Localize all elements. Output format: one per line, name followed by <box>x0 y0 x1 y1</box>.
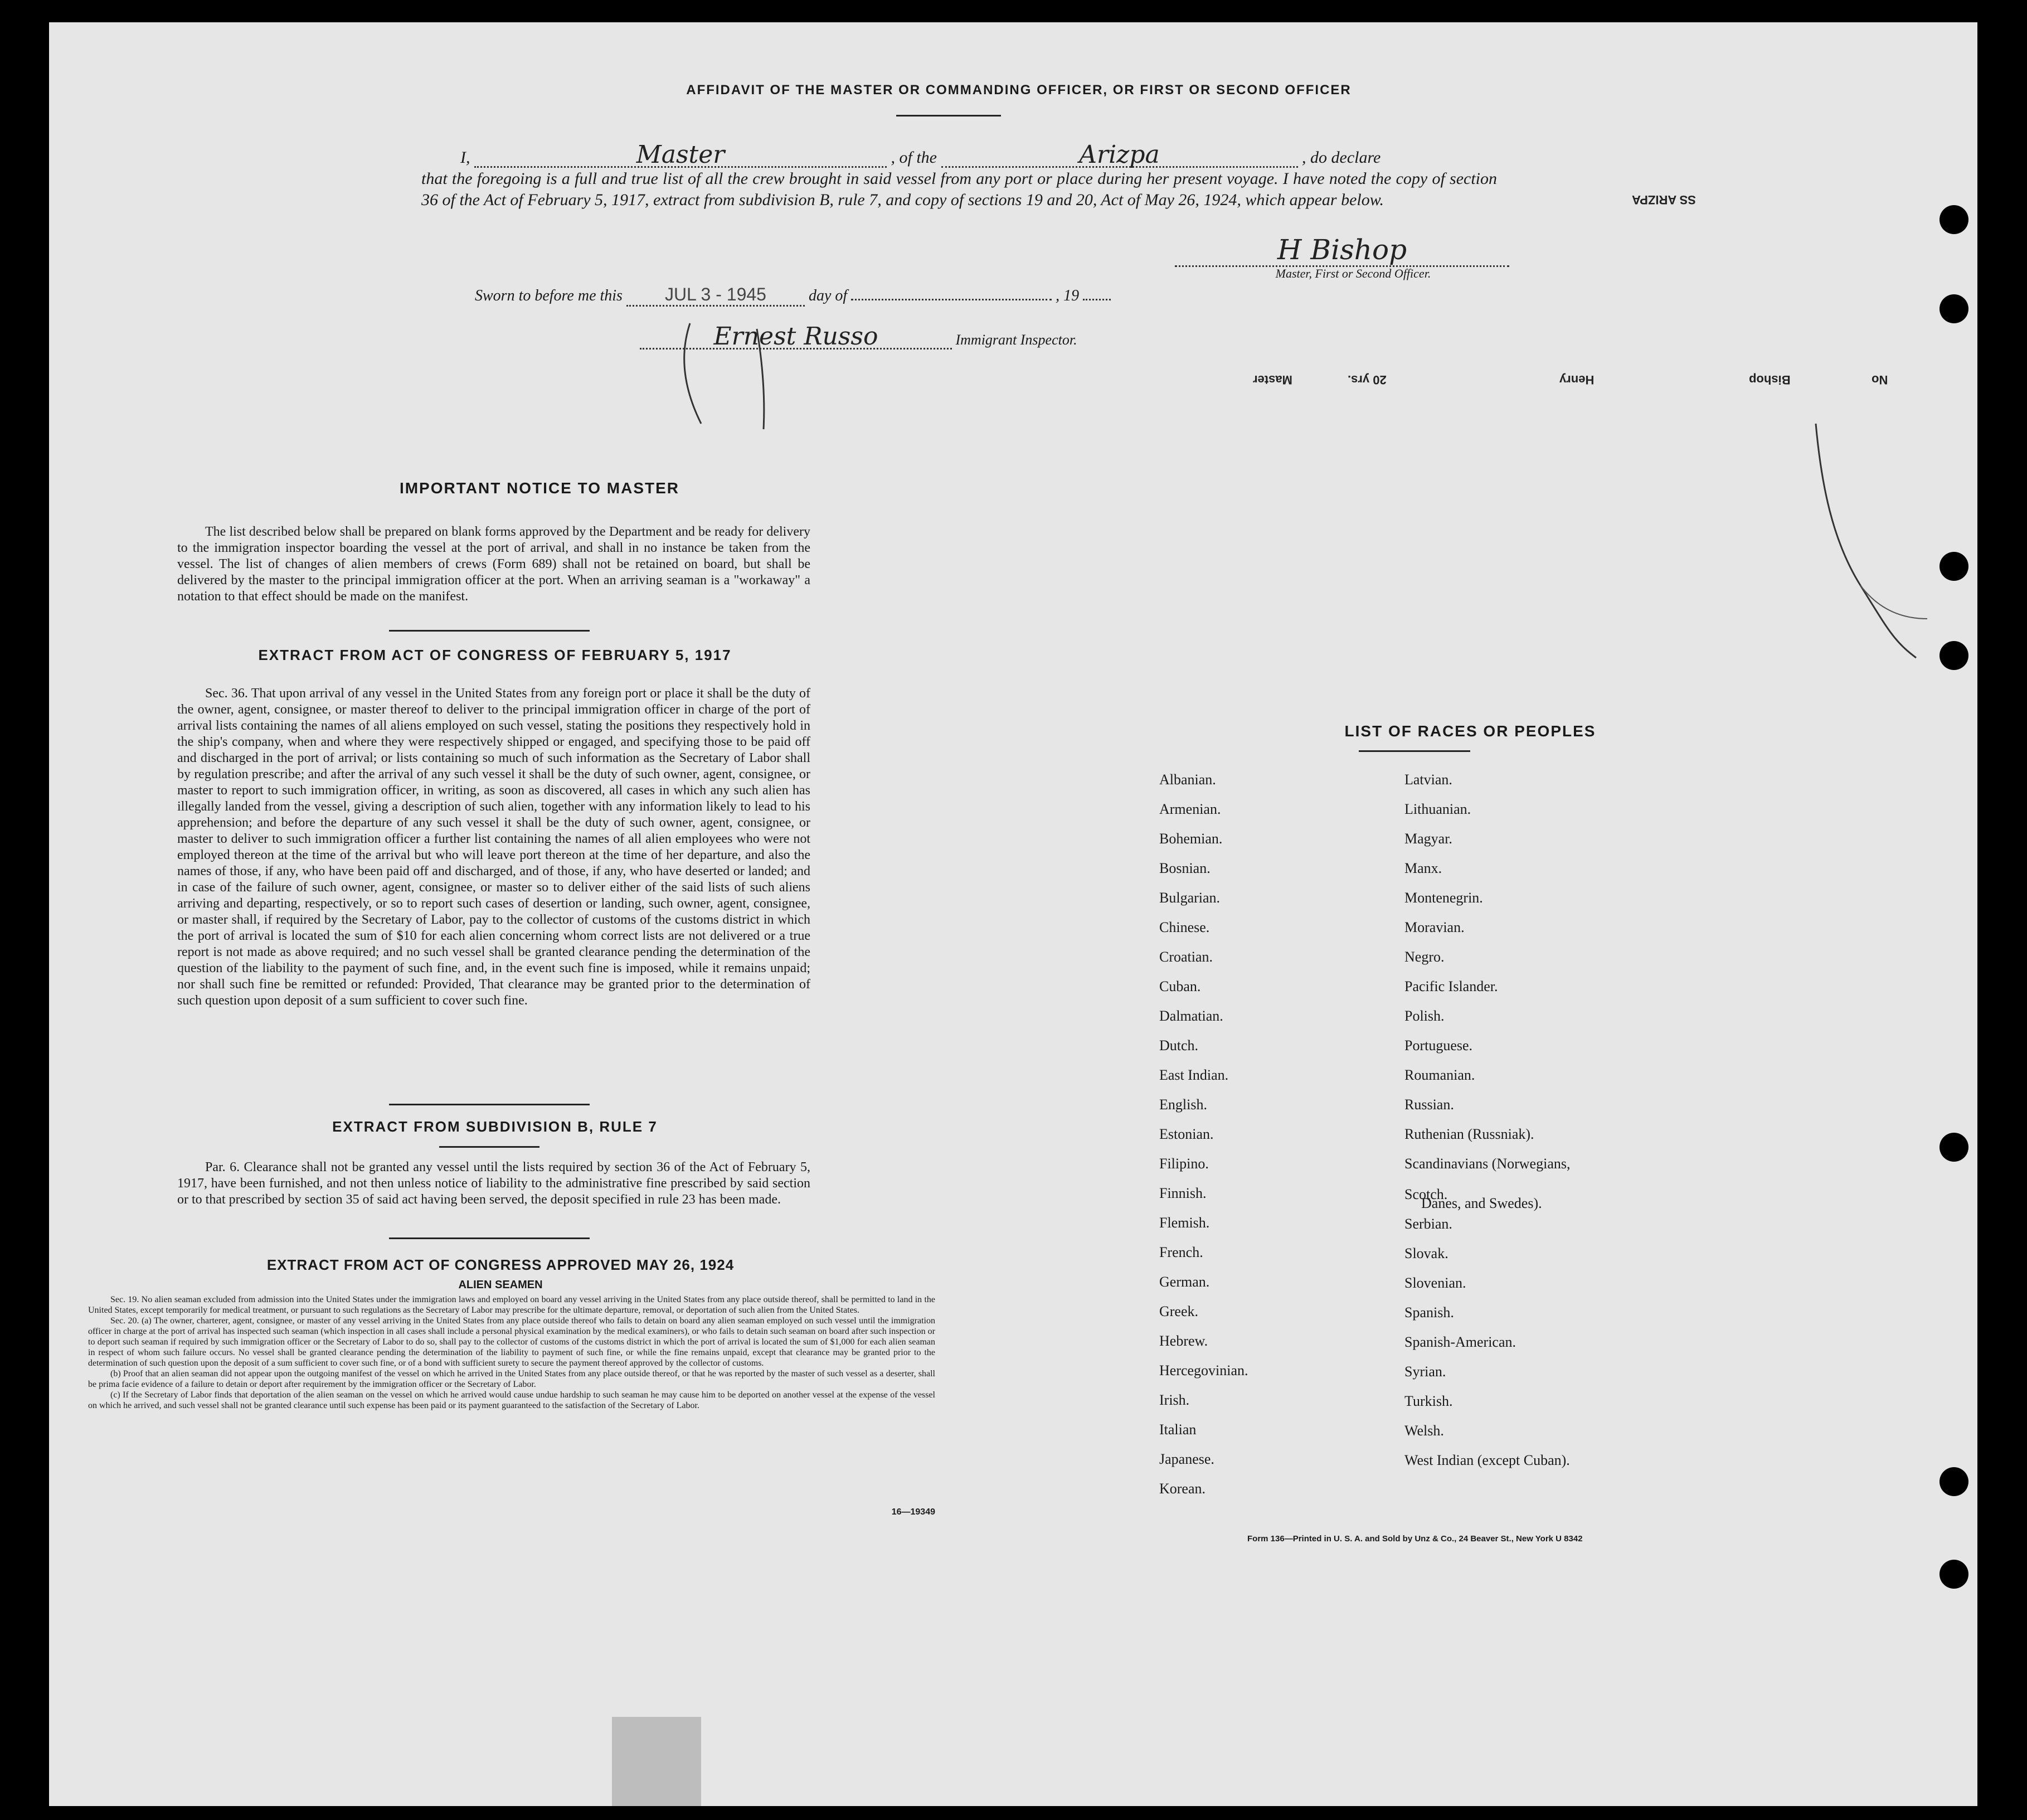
race-item: Hebrew. <box>1159 1333 1208 1349</box>
race-item: Bosnian. <box>1159 860 1211 876</box>
race-item: Magyar. <box>1404 831 1452 847</box>
rule-7-title: EXTRACT FROM SUBDIVISION B, RULE 7 <box>332 1118 658 1135</box>
bleed-row-position: Master <box>1253 373 1292 387</box>
bleed-row-age: 20 yrs. <box>1348 373 1387 387</box>
race-item: Flemish. <box>1159 1215 1210 1231</box>
race-item: Moravian. <box>1404 919 1465 935</box>
affidavit-of-the: , of the <box>891 148 937 167</box>
bleed-ship-name: SS ARIZPA <box>1632 193 1696 207</box>
signature-caption: Master, First or Second Officer. <box>1275 266 1431 280</box>
affidavit-body: that the foregoing is a full and true list of all the crew brought in said vessel from any port or place during her present voyage. I have noted the copy of section 36 of the Act of February 5, 1917, extract from subdivision B, rule 7, and copy of sections 19 and 20, Act of May 26, 1924, which appear below. <box>421 169 1497 209</box>
race-item: Syrian. <box>1404 1363 1446 1380</box>
race-item: Bohemian. <box>1159 831 1223 847</box>
punch-hole <box>1939 1467 1968 1496</box>
punch-hole <box>1939 205 1968 234</box>
race-item: Scotch. <box>1404 1186 1448 1202</box>
sworn-line <box>475 284 1216 307</box>
race-item: Greek. <box>1159 1303 1199 1319</box>
pen-mark <box>1749 418 1950 674</box>
handwritten-vessel: Arizpa <box>941 144 1298 168</box>
divider <box>389 1237 590 1239</box>
race-item: Italian <box>1159 1421 1197 1438</box>
race-item: Estonian. <box>1159 1126 1214 1142</box>
race-item: Dutch. <box>1159 1037 1199 1054</box>
race-item: Welsh. <box>1404 1423 1444 1439</box>
race-item: Hercegovinian. <box>1159 1362 1248 1379</box>
race-item: Turkish. <box>1404 1393 1453 1409</box>
notice-text: The list described below shall be prepared on blank forms approved by the Department and be ready for delivery to the immigration inspector boarding the vessel at the port of arrival, and shall in no instance be taken from the vessel. The list of changes of alien members of crews (Form 689) shall not be retained on board, but shall be delivered by the master to the principal immigration officer at the port. When an arriving seaman is a "workaway" a notation to that effect should be made on the manifest. <box>177 525 810 604</box>
affidavit-i: I, <box>460 148 470 167</box>
race-item: Korean. <box>1159 1481 1206 1497</box>
race-item: French. <box>1159 1244 1203 1260</box>
affidavit-title: AFFIDAVIT OF THE MASTER OR COMMANDING OFFICER, OR FIRST OR SECOND OFFICER <box>686 82 1352 98</box>
sworn-year: , 19 <box>1056 287 1080 304</box>
punch-hole <box>1939 1133 1968 1162</box>
race-item: Negro. <box>1404 949 1445 965</box>
race-item: Slovak. <box>1404 1245 1448 1261</box>
race-item: East Indian. <box>1159 1067 1229 1083</box>
rule-7-text: Par. 6. Clearance shall not be granted any vessel until the lists required by section 36 of the Act of February 5, 1917, have been furnished, and not then unless notice of liability to the administrative fine prescribed by said section or to that prescribed by section 35 of said act having been served, the deposit specified in rule 23 has been made. <box>177 1160 810 1207</box>
race-item: Manx. <box>1404 860 1442 876</box>
divider <box>896 115 1001 117</box>
race-item: Polish. <box>1404 1008 1445 1024</box>
race-item: English. <box>1159 1096 1207 1113</box>
divider <box>389 630 590 632</box>
punch-hole <box>1939 1560 1968 1589</box>
race-item: Dalmatian. <box>1159 1008 1223 1024</box>
extract-1924-body <box>88 1294 935 1411</box>
extract-1917-title: EXTRACT FROM ACT OF CONGRESS OF FEBRUARY 5, 1917 <box>258 647 732 663</box>
sworn-year-field <box>1083 299 1111 300</box>
race-item: Roumanian. <box>1404 1067 1475 1083</box>
race-item: Chinese. <box>1159 919 1210 935</box>
punch-hole <box>1939 294 1968 323</box>
affidavit-declare: , do declare <box>1302 148 1381 167</box>
document-sheet <box>49 22 1977 1806</box>
sworn-month-field <box>851 299 1052 300</box>
extract-1917-text: Sec. 36. That upon arrival of any vessel in the United States from any foreign port or place it shall be the duty of the owner, agent, consignee, or master thereof to deliver to the principal immigration officer in charge of the port of arrival lists containing the names of all aliens employed on such vessel, stating the positions they respectively hold in the ship's company, when and where they were respectively shipped or engaged, and specifying those to be paid off and discharged in the port of arrival; or lists containing so much of such information as the Secretary of Labor shall by regulation prescribe; and after the arrival of any such vessel it shall be the duty of such owner, agent, consignee, or master to report to such immigration officer, in writing, as soon as discovered, all cases in which any such alien has illegally landed from the vessel, giving a description of such alien, together with any information likely to lead to his apprehension; and before the departure of any such vessel it shall be the duty of such owner, agent, consignee, or master to deliver to such immigration officer a further list containing the names of all alien employees who were not employed thereon at the time of the arrival but who will leave port thereon at the time of her departure, and also the names of those, if any, who have been paid off and discharged, and of those, if any, who have deserted or landed; and in case of the failure of such owner, agent, consignee, or master so to deliver either of the said lists of such aliens arriving and departing, respectively, or so to report such cases of desertion or landing, such owner, agent, consignee, or master shall, if required by the Secretary of Labor, pay to the collector of customs of the customs district in which the port of arrival is located the sum of $10 for each alien concerning whom correct lists are not delivered or a true report is not made as above required; and no such vessel shall be granted clearance pending the determination of the question of the liability to the payment of such fine, and, in the event such fine is imposed, while it remains unpaid; nor shall such fine be remitted or refunded: Provided, That clearance may be granted prior to the determination of such question upon deposit of a sum sufficient to cover such fine. <box>177 686 810 1008</box>
notice-title: IMPORTANT NOTICE TO MASTER <box>399 479 680 497</box>
race-item: Portuguese. <box>1404 1037 1473 1054</box>
pen-stroke <box>668 312 813 435</box>
sec-20c-text: (c) If the Secretary of Labor finds that deportation of the alien seaman on the vessel on which he arrived would cause undue hardship to such seaman he may cause him to be deported on another vessel at the expense of the vessel on which he arrived, and such vessel shall not be granted clearance until such expense has been paid or its payment guaranteed to the satisfaction of the Secretary of Labor. <box>88 1390 935 1410</box>
race-item: Scandinavians (Norwegians, <box>1404 1156 1571 1172</box>
punch-hole <box>1939 552 1968 581</box>
race-item: Pacific Islander. <box>1404 978 1498 994</box>
sworn-day: day of <box>808 287 848 304</box>
race-item: Slovenian. <box>1404 1275 1466 1291</box>
race-item: Ruthenian (Russniak). <box>1404 1126 1534 1142</box>
race-item: Russian. <box>1404 1096 1454 1113</box>
master-signature: H Bishop <box>1175 234 1509 267</box>
paper-stain <box>612 1717 701 1806</box>
race-item: Armenian. <box>1159 801 1221 817</box>
race-item: Cuban. <box>1159 978 1201 994</box>
inspector-signature: Ernest Russo <box>640 326 952 350</box>
race-item: Serbian. <box>1404 1216 1452 1232</box>
race-item: Filipino. <box>1159 1156 1209 1172</box>
handwritten-name: Master <box>474 144 887 168</box>
race-item: Lithuanian. <box>1404 801 1471 817</box>
sec-20a-text: Sec. 20. (a) The owner, charterer, agent, consignee, or master of any vessel arriving in the United States from any place outside thereof who fails to detain on board any alien seaman employed on such vessel until the immigration officer in charge at the port of arrival has inspected such seaman (which inspection in all cases shall include a personal physical examination by the medical examiners), or who fails to detain such seaman on board after such inspection or to deport such seaman if required by such immigration officer or the Secretary of Labor to do so, shall pay to the collector of customs of the customs district in which the port of arrival is located the sum of $1,000 for each alien seaman in respect of whom such failure occurs. No vessel shall be granted clearance pending the determination of the liability to payment of such fine, or while the fine remains unpaid, except that clearance may be granted prior to the determination of such question upon the deposit of a sum sufficient to cover such fine, or of a bond with sufficient surety to secure the payment thereof approved by the collector of customs. <box>88 1316 935 1368</box>
sworn-prefix: Sworn to before me this <box>475 287 623 304</box>
sec-20b-text: (b) Proof that an alien seaman did not appear upon the outgoing manifest of the vessel on which he arrived in the United States from any place outside thereof, or that he was reported by the master of such vessel as a deserter, shall be prima facie evidence of a failure to detain or deport after requirement by the immigration officer or the Secretary of Labor. <box>88 1369 935 1389</box>
extract-1924-title: EXTRACT FROM ACT OF CONGRESS APPROVED MAY 26, 1924 <box>266 1256 735 1273</box>
printer-line: Form 136—Printed in U. S. A. and Sold by Unz & Co., 24 Beaver St., New York U 8342 <box>1247 1534 1583 1544</box>
bleed-row-surname: Bishop <box>1749 373 1791 387</box>
race-item: German. <box>1159 1274 1210 1290</box>
race-item: Bulgarian. <box>1159 890 1221 906</box>
race-item: West Indian (except Cuban). <box>1404 1452 1570 1468</box>
race-item: Latvian. <box>1404 771 1452 788</box>
race-item: Japanese. <box>1159 1451 1214 1467</box>
extract-1924-subtitle: ALIEN SEAMEN <box>458 1279 543 1291</box>
divider <box>439 1146 539 1148</box>
races-title: LIST OF RACES OR PEOPLES <box>1344 722 1596 740</box>
bleed-row-given: Henry <box>1559 373 1595 387</box>
race-item: Montenegrin. <box>1404 890 1483 906</box>
race-item: Albanian. <box>1159 771 1216 788</box>
sec-19-text: Sec. 19. No alien seaman excluded from admission into the United States under the immigration laws and employed on board any vessel arriving in the United States from any place outside thereof, shall be permitted to land in the United States, except temporarily for medical treatment, or pursuant to such regulations as the Secretary of Labor may prescribe for the ultimate departure, removal, or deportation of such alien from the United States. <box>88 1295 935 1315</box>
race-item: Spanish. <box>1404 1304 1454 1321</box>
form-code: 16—19349 <box>891 1507 935 1517</box>
race-item: Croatian. <box>1159 949 1213 965</box>
punch-hole <box>1939 641 1968 670</box>
affidavit-line-1 <box>460 140 1547 169</box>
race-item: Finnish. <box>1159 1185 1207 1201</box>
race-item: Danes, and Swedes). <box>1421 1195 1542 1211</box>
race-item: Irish. <box>1159 1392 1190 1408</box>
inspector-caption: Immigrant Inspector. <box>955 332 1077 348</box>
race-item: Spanish-American. <box>1404 1334 1516 1350</box>
divider <box>389 1104 590 1105</box>
divider <box>1359 750 1470 752</box>
bleed-row-no: No <box>1872 373 1888 387</box>
date-stamp: JUL 3 - 1945 <box>626 284 805 307</box>
